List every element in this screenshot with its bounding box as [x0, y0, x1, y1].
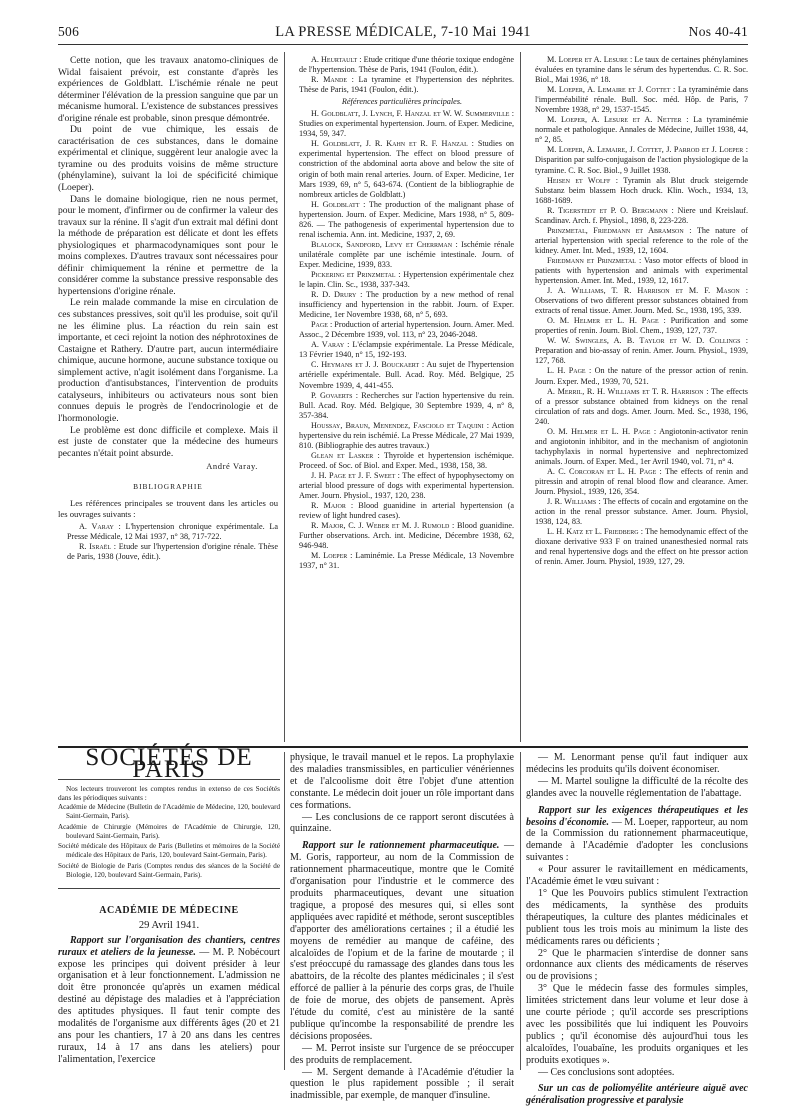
reference-text: : Production of arterial hypertension. Journ. Amer. Med. Assoc., 2 Décembre 1939, vol. 113, n° 23, 2046-2048.: [299, 320, 514, 340]
report-3-text: — M. Loeper, rapporteur, au nom de la Commission du rationnement pharmaceutique, demande à l'Académie d'adopter les conclusions suivantes :: [526, 816, 748, 864]
reference-entry: [526, 336, 748, 366]
reference-text: : Action hypertensive du rein ischémié. La Presse Médicale, 27 Mai 1939, 810. (Bibliographie des autres travaux.): [299, 420, 515, 450]
adopted-note: — Ces conclusions sont adoptées.: [538, 1066, 675, 1078]
reference-entry: [526, 176, 748, 206]
reference-entry: [526, 527, 748, 567]
report-1-continued: physique, le travail manuel et le repos. La prophylaxie des maladies transmissibles, en particulier vénériennes et de l'alcoolisme doit être l'objet d'une attention constante. Le médecin doit jouer un rôle important dans ces formations.: [290, 752, 514, 811]
bibliography-intro: Les références principales se trouvent dans les articles ou les ouvrages suivants :: [58, 498, 278, 519]
reference-author: M. Loeper, A. Lemaire et J. Cottet: [547, 85, 671, 95]
author-signature: André Varay.: [206, 461, 258, 472]
report-3-title: Rapport sur les exigences thérapeutiques et les besoins d'économie.: [526, 804, 748, 828]
reference-entry: [290, 97, 514, 107]
reference-entry: [290, 391, 514, 421]
reference-entry: [526, 387, 748, 427]
article-paragraph: Dans le domaine biologique, rien ne nous permet, pour le moment, d'infirmer ou de confirmer la valeur des travaux sur la rénine. Il s'agit d'un extrait mal défini dont la méthode de préparation est délicate et dont les effets physiologiques et pharmacodynamiques sont pour le moins complexes. D'autres travaux sont nécessaires pour définir chimiquement la rénine et permettre de la considérer comme la substance pressive responsable des hypertensions d'origine rénale.: [58, 193, 278, 297]
column-divider: [284, 752, 285, 1070]
bibliography-main-list: [58, 522, 278, 562]
page-number: 506: [58, 24, 80, 39]
reference-entry: [526, 497, 748, 527]
reference-entry: [290, 521, 514, 551]
reference-text: : Preparation and bio-assay of renin. Amer. Journ. Physiol., 1939, 127, 768.: [535, 336, 749, 366]
reference-entry: [526, 85, 748, 115]
reference-text: : The effects of cocaïn and ergotamine on the action in the renal pressor substance. Amer. Journ. Physiol, 1938, 124, 83.: [535, 497, 749, 527]
reference-text: : The nature of arterial hypertension with special reference to the role of the kidney. Amer. Int. Med., 1939, 12, 1604.: [535, 225, 748, 255]
reference-author: R. Mande: [311, 75, 348, 85]
report-1-text: — M. P. Nobécourt expose les principes qui doivent présider à leur organisation et à leur fonctionnement. L'admission ne doit être prononcée qu'après un examen médical destiné au dépistage des maladies et à l'appréciation des aptitudes physiques. Il faut tenir compte des modalités de l'organisme aux différents âges (20 et 21 ans pour les chantiers, 17 à 20 ans dans les centres ruraux, 14 à 17 ans dans les ateliers) pour l'alimentation, l'exercice: [58, 946, 280, 1065]
reference-text: : L'hypertension chronique expérimentale. La Presse Médicale, 12 Mai 1937, n° 38, 717-722.: [67, 522, 278, 542]
report-2-title: Rapport sur le rationnement pharmaceutique.: [302, 840, 500, 852]
references-column-2: [290, 55, 514, 571]
report-1: [58, 935, 280, 1066]
reference-author: Houssay, Braun, Menendez, Fasciolo et Taquini: [311, 420, 484, 430]
reference-author: A. Merril, R. H. Williams et T. R. Harrison: [547, 386, 704, 396]
reference-entry: [290, 139, 514, 199]
session-date: 29 Avril 1941.: [138, 920, 200, 932]
reference-entry: [58, 542, 278, 562]
reference-author: M. Loeper, A. Lesure et A. Netter: [547, 115, 682, 125]
reference-text: : La tyramine et l'hypertension des néphrites. Thèse de Paris, 1941 (Foulon, édit.).: [299, 75, 515, 95]
notice-rule: [58, 888, 280, 889]
reference-text: : Au sujet de l'hypertension artérielle expérimentale. Bull. Acad. Roy. Méd. Belgique, 25 Novembre 1939, 4, 441-455.: [299, 360, 514, 390]
reference-text: : The effects of renin and pitressin and atropin of renal blood flow and clearance. Amer. Journ. Physiol., 1939, 126, 354.: [535, 466, 748, 497]
reference-text: : The production of the malignant phase of hypertension. Journ. of Exper. Medicine, Mars 1938, n° 5, 809-826. — The pathogenesis of experimental hypertension due to renal ischemia. Ann. int. Medicine, 1937, 2, 69.: [299, 199, 514, 239]
reference-entry: [526, 366, 748, 386]
article-paragraph: Cette notion, que les travaux anatomo-cliniques de Widal faisaient prévoir, est constante d'après les expériences de Goldblatt. L'ischémie rénale ne peut déterminer l'élévation de la pression sanguine que par un mécanisme humoral. L'existence de substances pressives d'origine rénale est probable, sinon presque démontrée.: [58, 55, 278, 124]
reference-author: Page: [311, 320, 328, 330]
reference-text: : Hypertension expérimentale chez le lapin. Clin. Sc., 1938, 337-343.: [299, 269, 514, 290]
periodical-entry: Société de Biologie de Paris (Comptes rendus des séances de la Société de Biologie, 120, boulevard Saint-Germain, Paris).: [58, 862, 280, 879]
reference-entry: [290, 471, 514, 501]
reference-entry: [290, 55, 514, 75]
reference-author: W. W. Swingles, A. B. Taylor et W. D. Collings: [547, 336, 741, 346]
reference-author: H. Goldblatt: [311, 199, 360, 209]
perrot-remark: — M. Perrot insiste sur l'urgence de se préoccuper des produits de remplacement.: [290, 1042, 514, 1066]
reference-entry: [290, 421, 514, 451]
reference-text: Références particulières principales.: [341, 97, 463, 107]
report-4-title: Sur un cas de poliomyélite antérieure aiguë avec généralisation progressive et paralysie: [526, 1083, 748, 1107]
reference-author: L. H. Page: [547, 366, 586, 376]
reference-text: : Studies on experimental hypertension. Journ. of Exper. Medicine, 1934, 59, 347.: [299, 109, 515, 139]
bibliography-title: BIBLIOGRAPHIE: [133, 481, 203, 491]
academy-heading: ACADÉMIE DE MÉDECINE: [99, 904, 239, 916]
reference-entry: [526, 206, 748, 226]
reference-text: : Etude sur l'hypertension d'origine rénale. Thèse de Paris, 1938 (Jouve, édit.).: [67, 542, 278, 562]
reference-entry: [290, 360, 514, 390]
reference-author: P. Govaerts: [311, 390, 353, 400]
societes-column-2: [290, 752, 514, 1102]
reference-entry: [290, 75, 514, 95]
reference-author: A. Varay: [79, 522, 114, 532]
reference-text: : Purification and some properties of renin. Journ. Biol. Chem., 1939, 127, 737.: [535, 316, 748, 336]
reference-author: Friedmann et Prinzmetal: [547, 255, 636, 265]
header-rule: [58, 44, 748, 45]
reference-text: : Tyramin als Blut druck steigernde Substanz beim blassem Hoch druck. Klin. Woch., 1934, 13, 1688-1689.: [535, 175, 749, 205]
references-column-3: [526, 55, 748, 567]
reference-text: : Vaso motor effects of blood in patients with hypertension and animals with experimental hypertension. Amer. Int. Med., 1939, 12, 1617.: [535, 255, 749, 286]
reference-author: Heisen et Wolff: [547, 175, 611, 185]
lenormant-remark: — M. Lenormant pense qu'il faut indiquer aux médecins les produits qu'ils doivent économiser.: [526, 752, 748, 775]
article-column: [58, 55, 278, 562]
reference-author: R. Major, C. J. Weber et M. J. Rumold: [311, 521, 450, 531]
reference-text: : Niere und Kreislauf. Scandinav. Arch. f. Physiol., 1898, 8, 223-228.: [535, 205, 748, 225]
reference-text: : La tyraminémie normale et pathologique. Annales de Médecine, Juillet 1938, 44, n° 2, 85.: [535, 115, 748, 145]
reference-entry: [290, 451, 514, 471]
reference-entry: [290, 340, 514, 360]
report-1-title: Rapport sur l'organisation des chantiers, centres ruraux et ateliers de la jeunesse.: [58, 934, 280, 958]
periodical-entry: Académie de Chirurgie (Mémoires de l'Académie de Chirurgie, 120, boulevard Saint-Germain, Paris).: [58, 822, 280, 840]
reference-author: O. M. Helmer et L. H. Page: [547, 426, 651, 436]
column-divider: [284, 52, 285, 742]
martel-remark: — M. Martel souligne la difficulté de la récolte des glandes avec la nouvelle réglementation de l'abattage.: [526, 775, 748, 799]
periodicals-notice: Nos lecteurs trouveront les comptes rendus in extenso de ces Sociétés dans les périodiques suivants :: [58, 784, 280, 803]
reference-author: Prinzmetal, Friedmann et Abramson: [547, 225, 684, 235]
conclusions-list: [526, 864, 748, 1066]
sergent-remark: — M. Sergent demande à l'Académie d'étudier la question le plus rapidement possible ; il serait inadmissible, par exemple, de manquer d'insuline.: [290, 1066, 514, 1102]
reference-text: : On the nature of the pressor action of renin. Journ. Exper. Med., 1939, 70, 521.: [535, 366, 748, 386]
reference-entry: [526, 316, 748, 336]
reference-text: : Thyroïde et hypertension ischémique. Proceed. of Soc. of Biol. and Exper. Med., 1938, 158, 38.: [299, 450, 514, 470]
article-paragraph: Le rein malade commande la mise en circulation de ces substances pressives, soit qu'il les produise, soit qu'il ne les élimine plus. La réaction du rein sain est importante, et ceci rejoint la notion des néphrotoxines de Castaigne et Rathery. D'autre part, aucun intermédiaire chimique, aucune hormone, aucune substance toxique ou simplement active, n'agit isolément dans l'organisme. La production d'antisubstances, l'intervention de produits catalyseurs, inhibiteurs ou activateurs nous sont bien connues depuis le progrès de l'endocrinologie et de l'hormonologie.: [58, 297, 278, 424]
reference-entry: [58, 522, 278, 542]
reference-author: C. Heymans et J. J. Bouckaert: [311, 360, 420, 370]
page-header: [58, 24, 748, 44]
reference-entry: [290, 240, 514, 270]
reference-author: M. Loeper, A. Lemaire, J. Cottet, J. Parrod et J. Loeper: [547, 145, 744, 155]
reference-entry: [290, 109, 514, 139]
reference-author: H. Goldblatt, J. R. Kahn et R. F. Hanzal: [311, 139, 468, 149]
reference-author: R. Major: [311, 501, 346, 511]
reference-text: : L'éclampsie expérimentale. La Presse Médicale, 13 Février 1940, n° 15, 192-193.: [299, 340, 514, 360]
article-paragraph: Le problème est donc difficile et complexe. Mais il est juste de constater que la médecine des humeurs pecantes n'était point absurde.: [58, 424, 278, 459]
periodical-entry: Société médicale des Hôpitaux de Paris (Bulletins et mémoires de la Société médicale des Hôpitaux de Paris, 120, boulevard Saint-Germain, Paris).: [58, 842, 280, 860]
reference-entry: [290, 200, 514, 240]
reference-author: J. H. Page et J. F. Sweet: [311, 470, 396, 480]
reference-text: : Disparition par sulfo-conjugaison de l'action physiologique de la tyramine. C. R. Soc. Biol., 9 Juillet 1938.: [535, 145, 749, 175]
reference-entry: [526, 286, 748, 316]
reference-entry: [526, 55, 748, 85]
reference-author: J. A. Williams, T. R. Harrison et M. F. Mason: [547, 286, 740, 296]
report-2-text: — M. Goris, rapporteur, au nom de la Commission de rationnement pharmaceutique, montre que le Comité d'organisation pour l'industrie et le commerce des produits pharmaceutiques, devant une situation tragique, a proposé des mesures qui, si elles sont appliquées avec rapidité et méthode, seront susceptibles d'apporter des améliorations certaines ; il a étudié les moyens de remédier au manque de caféine, des alcaloïdes de l'opium et de la farine de moutarde ; il s'est préoccupé du ramassage des glandes dans tous les abattoirs, de la récolte des plantes médicinales ; il s'est efforcé de pallier à la pénurie des corps gras, de l'huile de foie de morue, des objets de pansement. Après l'étude du comité, c'est au ministère de la santé publique qu'incombe la responsabilité de prendre les décisions proposées.: [290, 840, 514, 1042]
reference-entry: [526, 145, 748, 175]
reference-author: A. Heurtault: [311, 55, 358, 64]
reference-entry: [526, 427, 748, 467]
reference-author: R. Tigerstedt et P. O. Bergmann: [547, 205, 668, 215]
reference-author: O. M. Helmer et L. H. Page: [547, 316, 659, 326]
discussion-note: — Les conclusions de ce rapport seront discutées à quinzaine.: [290, 811, 514, 835]
societes-column-3: [526, 752, 748, 1107]
reference-author: A. Varay: [311, 340, 345, 350]
reference-text: : Blood guanidine. Further observations. Arch. int. Medicine, Décembre 1938, 62, 946-948.: [299, 521, 515, 551]
reference-text: : Blood guanidine in arterial hypertension (a review of light hundred cases).: [299, 501, 515, 521]
societes-title: SOCIÉTÉS DE PARIS: [85, 744, 253, 783]
reference-text: : La tyraminémie dans l'imperméabilité rénale. Bull. Soc. méd. Hôp. de Paris, 7 Novembre 1938, n° 29, 1537-1545.: [535, 85, 749, 115]
reference-entry: [526, 226, 748, 256]
reference-text: : Observations of two different pressor substances obtained from extracts of renal tissue. Amer. Journ. Med. Sc., 1938, 195, 339.: [535, 286, 749, 316]
reference-entry: [526, 256, 748, 286]
conclusion-item: 1° Que les Pouvoirs publics stimulent l'extraction des médicaments, la synthèse des produits thérapeutiques, la culture des plantes médicinales et publient tous les trois mois au minimum la liste des médicaments rares ou déficients ;: [526, 887, 748, 947]
article-body: [58, 55, 278, 459]
reference-entry: [290, 320, 514, 340]
reference-author: H. Goldblatt, J. Lynch, F. Hanzal et W. W. Summerville: [311, 109, 510, 119]
reference-author: L. H. Katz et L. Friedberg: [547, 527, 639, 537]
reference-text: : Etude critique d'une théorie toxique endogène de l'hypertension. Thèse de Paris, 1941 (Foulon, édit.).: [299, 55, 515, 75]
reference-entry: [290, 290, 514, 320]
reference-author: R. D. Drury: [311, 290, 357, 300]
reference-text: : Angiotonin-activator renin and angiotonin inhibitor, and in the mechanism of angiotonin tachyphylaxis in normal hypertensive and nephrectomized animals. Journ. of Exper. Med., 1er Avril 1940, vol. 71, n° 4.: [535, 426, 748, 466]
reference-author: Blalock, Sandford, Levy et Cherrman: [311, 239, 453, 249]
reference-entry: [290, 551, 514, 571]
reference-text: : The hemodynamic effect of the dioxane derivative 933 F on trained unanesthesied normal rats and renal hypertensive dogs and the effect on hte pressor action of renin. Amer. Journ. Physiol, 1939, 127, 29.: [535, 527, 749, 567]
reference-author: R. Israël: [79, 542, 111, 552]
column-divider: [520, 52, 521, 742]
issue-number: Nos 40-41: [688, 24, 748, 39]
reference-text: : Ischémie rénale unilatérale complète par une ischémie intestinale. Journ. of Exper. Medicine, 1939, 833.: [299, 239, 515, 269]
periodical-entry: Académie de Médecine (Bulletin de l'Académie de Médecine, 120, boulevard Saint-Germain, Paris).: [58, 803, 280, 821]
reference-entry: [526, 467, 748, 497]
reference-author: Pickering et Prinzmetal: [311, 269, 396, 279]
conclusion-item: 3° Que le médecin fasse des formules simples, limitées strictement dans leur volume et leur dose à une courte période ; qu'il accorde ses prescriptions avec les possibilités que lui indiquent les Pouvoirs publics ; qu'il économise dès aujourd'hui tous les alcaloïdes, l'ouabaïne, les produits organiques et les produits exotiques ».: [526, 983, 748, 1066]
reference-text: : Studies on experimental hypertension. The effect on blood pressure of constriction of the abdominal aorta above and below the site of origin of both main renal arteries. Journ. of Exper. Medicine, 1er Mars 1939, 69, n° 5, 643-674. (Contient de la bibliographie de nombreux articles de Goldblatt.): [299, 139, 515, 199]
reference-text: : Le taux de certaines phénylamines évaluées en tyramine dans le sérum des hypertendus. C. R. Soc. Biol., Mai 1936, n° 18.: [535, 55, 748, 85]
societes-column-1: [58, 744, 280, 1066]
reference-text: : The effect of hypophysectomy on arterial blood pressure of dogs with experimental hypertension. Amer. Journ. Physiol., 1937, 120, 238.: [299, 470, 515, 501]
reference-author: M. Loeper: [311, 551, 348, 561]
article-paragraph: Du point de vue chimique, les essais de caractérisation de ces substances, dans le domaine expérimental et clinique, suggèrent leur analogie avec la tyramine ou des produits voisins de même structure (phénylamine), suivant la loi de spécificité chimique (Loeper).: [58, 124, 278, 194]
conclusion-item: 2° Que le pharmacien s'interdise de donner sans ordonnance aux clients des médicaments de réserves ou de provisions ;: [526, 947, 748, 983]
reference-text: : Recherches sur l'action hypertensive du rein. Bull. Acad. Roy. Méd. Belgique, 30 Septembre 1939, 4, n° 8, 357-384.: [299, 390, 515, 420]
reference-author: J. R. Williams: [547, 497, 597, 507]
periodicals-list: [58, 803, 280, 879]
conclusion-item: « Pour assurer le ravitaillement en médicaments, l'Académie émet le vœu suivant :: [526, 864, 748, 888]
column-divider: [520, 752, 521, 1070]
reference-text: : Laminémie. La Presse Médicale, 13 Novembre 1937, n° 31.: [299, 551, 514, 571]
reference-entry: [526, 115, 748, 145]
reference-author: A. C. Corcoran et L. H. Page: [547, 466, 657, 476]
journal-title: LA PRESSE MÉDICALE, 7-10 Mai 1941: [275, 24, 531, 40]
reference-entry: [290, 270, 514, 290]
reference-text: : The effects of a pressor substance obtained from kidneys on the renal circulation of rats and dogs. Amer. Journ. Med. Sc., 1938, 196, 240.: [535, 386, 748, 426]
reference-author: Glean et Lasker: [311, 450, 374, 460]
reference-author: M. Loeper et A. Lesure: [547, 55, 628, 64]
reference-text: : The production by a new method of renal insufficiency and hypertension in the rabbit. Journ. of Exper. Medicine, 1er Novembre 1938, 68, n° 5, 693.: [299, 290, 514, 320]
reference-entry: [290, 501, 514, 521]
